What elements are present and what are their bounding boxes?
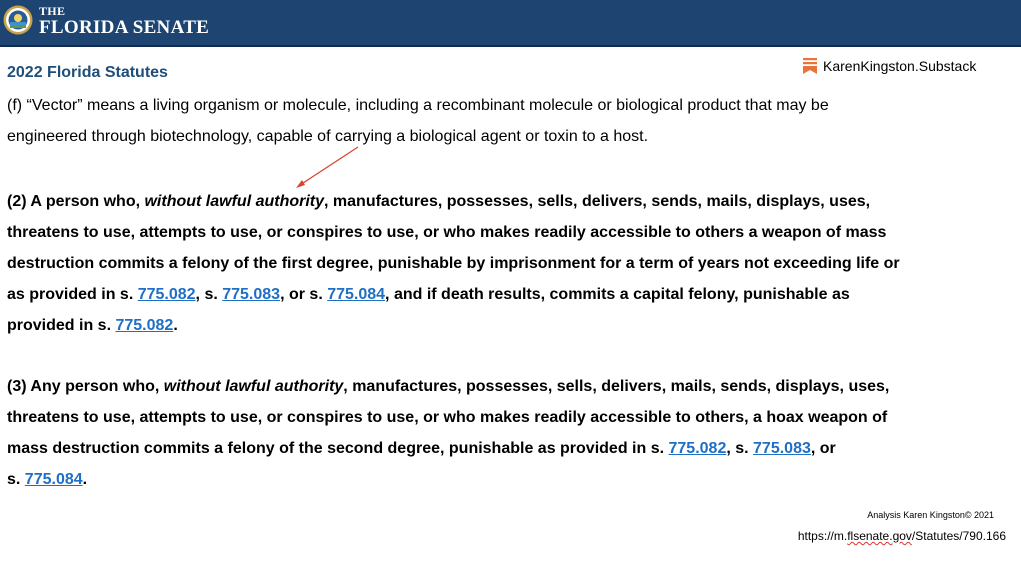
statute-link-775-082[interactable]: 775.082 xyxy=(668,440,727,457)
brand-watermark xyxy=(803,58,976,74)
statute-paragraph-3 xyxy=(7,371,1007,495)
florida-senate-seal-icon xyxy=(3,5,33,35)
para2-line-3: destruction commits a felony of the first degree, punishable by imprisonment for a term of years not exceeding life or xyxy=(7,255,900,272)
para3-text: , or xyxy=(810,440,836,457)
definition-line-1: (f) “Vector” means a living organism or molecule, including a recombinant molecule or biological product that may be xyxy=(7,97,829,114)
para2-emphasis: without lawful authority xyxy=(144,193,325,210)
para2-text: as provided in s. xyxy=(7,286,138,303)
para2-text: , and if death results, commits a capital felony, punishable as xyxy=(385,286,850,303)
statute-link-775-083[interactable]: 775.083 xyxy=(753,440,811,457)
para3-lead: (3) Any person who, xyxy=(7,378,164,395)
para3-text: . xyxy=(82,471,88,488)
statute-paragraph-2 xyxy=(7,186,1007,341)
para2-line-2: threatens to use, attempts to use, or conspires to use, or who makes readily accessible to others a weapon of mass xyxy=(7,224,887,241)
para2-text: . xyxy=(173,317,178,334)
para3-line1-rest: , manufactures, possesses, sells, delivers, mails, sends, displays, uses, xyxy=(343,378,890,395)
para2-lead: (2) A person who, xyxy=(7,193,145,210)
para2-text: , s. xyxy=(195,286,223,303)
header-florida-senate: FLORIDA SENATE xyxy=(39,17,210,38)
substack-icon xyxy=(803,58,817,74)
header-the: THE xyxy=(39,4,66,18)
para3-text: , s. xyxy=(726,440,754,457)
definition-line-2: engineered through biotechnology, capable of carrying a biological agent or toxin to a host. xyxy=(7,128,649,145)
url-part: /Statutes/790.166 xyxy=(911,529,1006,543)
para3-text: s. xyxy=(7,471,25,488)
para3-text: mass destruction commits a felony of the second degree, punishable as provided in s. xyxy=(7,440,669,457)
statute-link-775-082[interactable]: 775.082 xyxy=(137,286,196,303)
url-domain: flsenate.gov xyxy=(847,529,912,543)
para2-text: provided in s. xyxy=(7,317,116,334)
statute-link-775-084[interactable]: 775.084 xyxy=(24,471,83,488)
url-part: https://m. xyxy=(797,529,848,543)
para3-line-1 xyxy=(7,371,1007,402)
statute-link-775-082[interactable]: 775.082 xyxy=(115,317,174,334)
annotation-arrow xyxy=(290,140,365,192)
para3-line-2: threatens to use, attempts to use, or conspires to use, or who makes readily accessible to others, a hoax weapon of xyxy=(7,409,888,426)
site-header xyxy=(0,0,1021,47)
analysis-credit: Analysis Karen Kingston© 2021 xyxy=(867,510,994,520)
statute-link-775-084[interactable]: 775.084 xyxy=(327,286,386,303)
source-url xyxy=(798,529,1006,543)
para2-line-1 xyxy=(7,186,1007,217)
definition-paragraph xyxy=(7,90,1007,152)
para2-line1-rest: , manufactures, possesses, sells, delivers, sends, mails, displays, uses, xyxy=(324,193,871,210)
para2-text: , or s. xyxy=(280,286,328,303)
para2-line-4 xyxy=(7,279,1007,310)
statute-link-775-083[interactable]: 775.083 xyxy=(222,286,281,303)
para3-emphasis: without lawful authority xyxy=(163,378,344,395)
page-title: 2022 Florida Statutes xyxy=(7,64,168,81)
para3-line-3 xyxy=(7,433,1007,464)
brand-label: KarenKingston.Substack xyxy=(823,58,977,74)
para2-line-5 xyxy=(7,310,1007,341)
para3-line-4 xyxy=(7,464,1007,495)
